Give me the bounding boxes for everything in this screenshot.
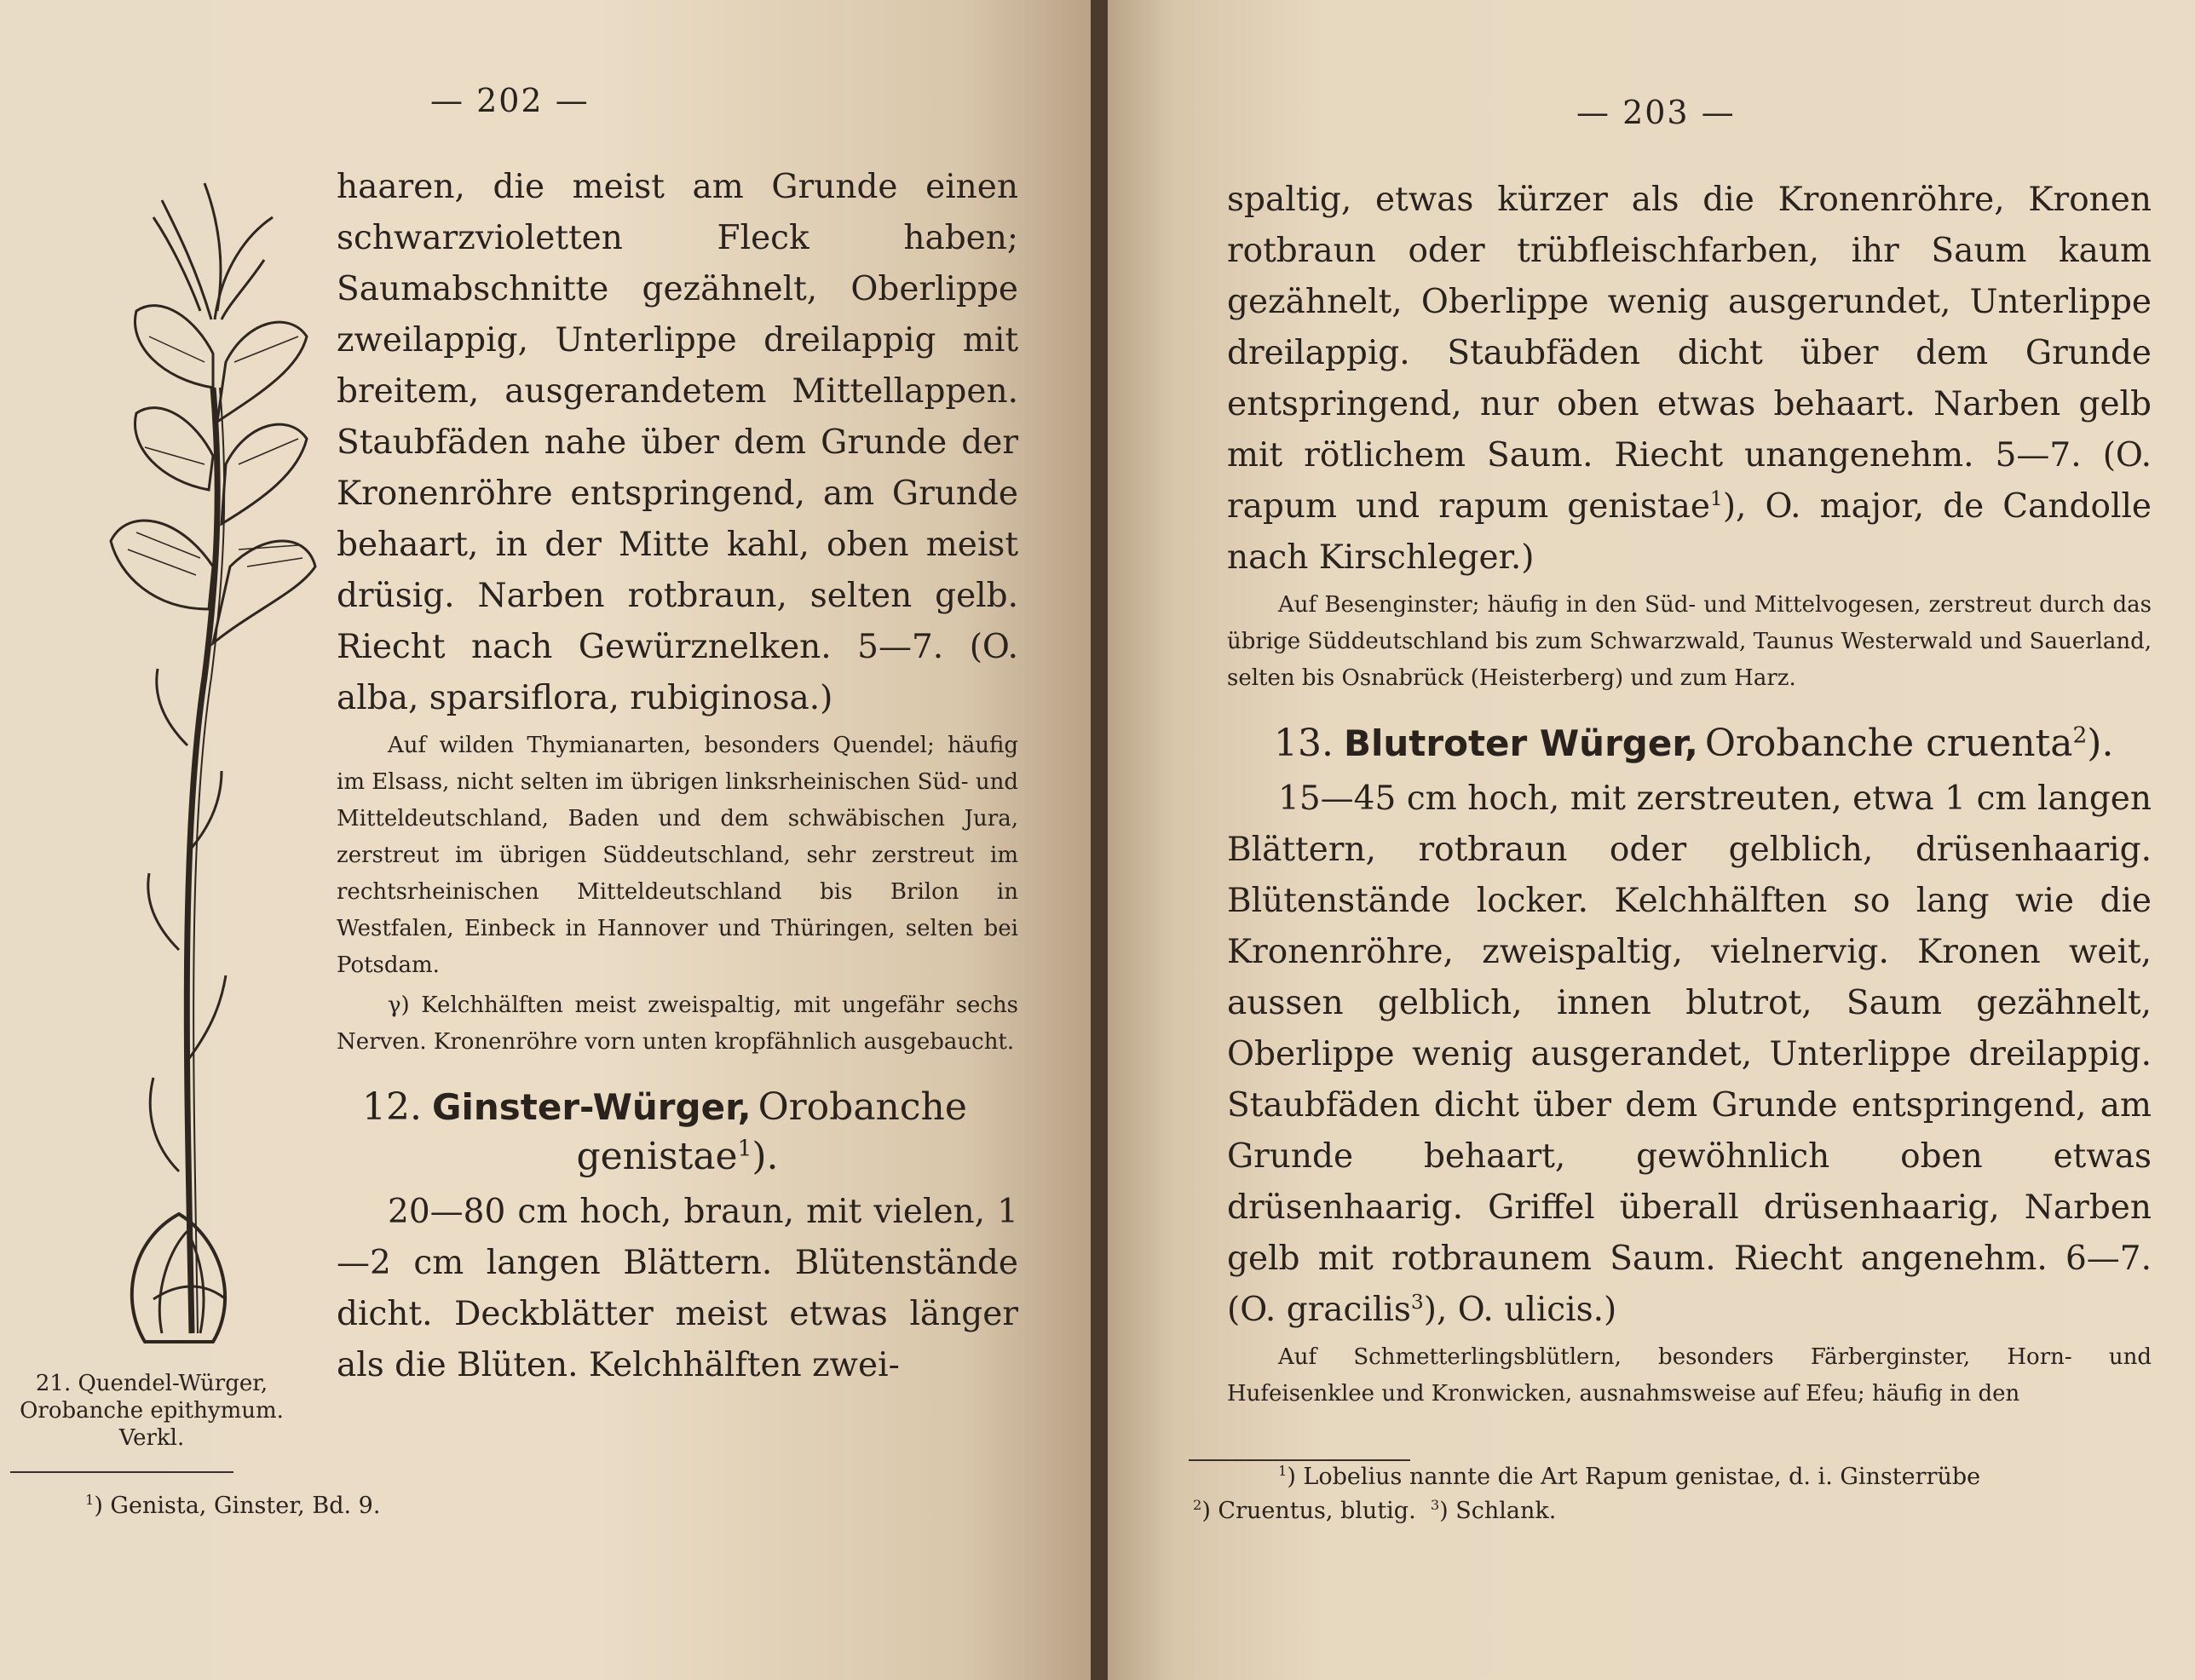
footnote-mark: 1 [737,1135,752,1162]
footnote-2-3 [1193,1494,2181,1528]
heading-tail: ). [752,1135,779,1178]
footnote-mark: 1 [1709,486,1723,510]
book-gutter [1091,0,1108,1680]
habitat-note: Auf Besenginster; häufig in den Süd- und Mittelvogesen, zerstreut durch das übrige Süddeutschland bis zum Schwarzwald, Taunus Westerwald und Sauerland, selten bis Osnabrück (Heisterberg) und zum Harz. [1227,592,2152,691]
variety-note: γ) Kelchhälften meist zweispaltig, mit ungefähr sechs Nerven. Kronenröhre vorn unten kropfähnlich ausgebaucht. [337,992,1018,1055]
figure-caption: 21. Quendel-Würger, Orobanche epithymum. Verkl. [20,1371,284,1451]
right-text-block [1227,175,2152,1416]
footnote-mark: 1 [1278,1463,1288,1479]
footnote-mark: 3 [1430,1497,1440,1513]
plant-illustration [51,166,324,1350]
heading-tail: ). [2087,722,2114,765]
species-latin-epithet: genistae [576,1135,738,1178]
page-number-left: — 202 — [430,82,590,119]
description-paragraph-cont [1227,175,2152,584]
species-latin-name: Orobanche [758,1085,967,1129]
footnote-mark: 1 [85,1492,95,1508]
description-paragraph: haaren, die meist am Grunde einen schwarzvioletten Fleck haben; Saumabschnitte gezähnelt, Oberlippe zweilappig, Unterlippe dreilappig mit breitem, ausgerandetem Mittellappen. Staubfäden nahe über dem Grunde der Kronenröhre entspringend, am Grunde behaart, in der Mitte kahl, oben meist drüsig. Narben rotbraun, selten gelb. Riecht nach Gewürznelken. 5—7. (O. alba, sparsiflora, rubiginosa.) [337,168,1018,717]
footnotes-right [1193,1460,2181,1528]
right-page [1108,0,2195,1680]
species-heading-12-cont [337,1131,1018,1183]
left-text-block [337,162,1018,1391]
species-number: 12. [362,1085,422,1129]
footnote-1 [1193,1460,2181,1494]
description-tail: ), O. ulicis.) [1423,1291,1617,1329]
footnote-mark: 2 [2072,722,2088,749]
footnote-left [85,1489,937,1523]
species-heading-13 [1227,717,2152,770]
footnote-text: ) Genista, Ginster, Bd. 9. [94,1493,381,1519]
page-number-right: — 203 — [1576,94,1736,131]
species-german-name: Ginster-Würger, [431,1086,752,1128]
left-page [0,0,1091,1680]
footnote-mark: 3 [1410,1290,1424,1314]
species-heading-12 [337,1081,1018,1134]
footnote-text: ) Cruentus, blutig. [1201,1498,1416,1524]
habitat-note: Auf wilden Thymianarten, besonders Quendel; häufig im Elsass, nicht selten im übrigen linksrheinischen Süd- und Mitteldeutschland, Baden und dem schwäbischen Jura, zerstreut im übrigen Süddeutschland, sehr zerstreut im rechtsrheinischen Mitteldeutschland bis Brilon in Westfalen, Einbeck in Hannover und Thüringen, selten bei Potsdam. [337,733,1018,978]
synonyms-a: (O. rapum und rapum genistae [1227,436,2152,526]
footnote-rule [10,1471,233,1473]
species-latin-name: Orobanche cruenta [1704,722,2073,765]
species-description [1227,774,2152,1336]
species-german-name: Blutroter Würger, [1343,722,1698,764]
description-text: spaltig, etwas kürzer als die Kronenröhre, Kronen rotbraun oder trübfleischfarben, ihr Saum kaum gezähnelt, Oberlippe wenig ausgerundet, Unterlippe dreilappig. Staubfäden dicht über dem Grunde entspringend, nur oben etwas behaart. Narben gelb mit rötlichem Saum. Riecht unangenehm. 5—7. [1227,181,2152,475]
footnote-mark: 2 [1193,1497,1202,1513]
species-description: 20—80 cm hoch, braun, mit vielen, 1—2 cm langen Blättern. Blütenstände dicht. Deckblätter meist etwas länger als die Blüten. Kelchhälften zwei- [337,1193,1018,1384]
description-text: 15—45 cm hoch, mit zerstreuten, etwa 1 cm langen Blättern, rotbraun oder gelblich, drüsenhaarig. Blütenstände locker. Kelchhälften so lang wie die Kronenröhre, zweispaltig, vielnervig. Kronen weit, aussen gelblich, innen blutrot, Saum gezähnelt, Oberlippe wenig ausgerandet, Unterlippe dreilappig. Staubfäden dicht über dem Grunde entspringend, am Grunde behaart, gewöhnlich oben etwas drüsenhaarig. Griffel überall drüsenhaarig, Narben gelb mit rotbraunem Saum. Riecht angenehm. 6—7. (O. gracilis [1227,780,2152,1329]
species-number: 13. [1274,722,1334,765]
habitat-note-2: Auf Schmetterlingsblütlern, besonders Färberginster, Horn- und Hufeisenklee und Kronwicken, ausnahmsweise auf Efeu; häufig in den [1227,1344,2152,1407]
footnote-text: ) Schlank. [1439,1498,1557,1524]
footnote-text: ) Lobelius nannte die Art Rapum genistae, d. i. Ginsterrübe [1287,1464,1981,1490]
synonyms-b: ), O. major, de Candolle nach Kirschleger.) [1227,487,2152,577]
